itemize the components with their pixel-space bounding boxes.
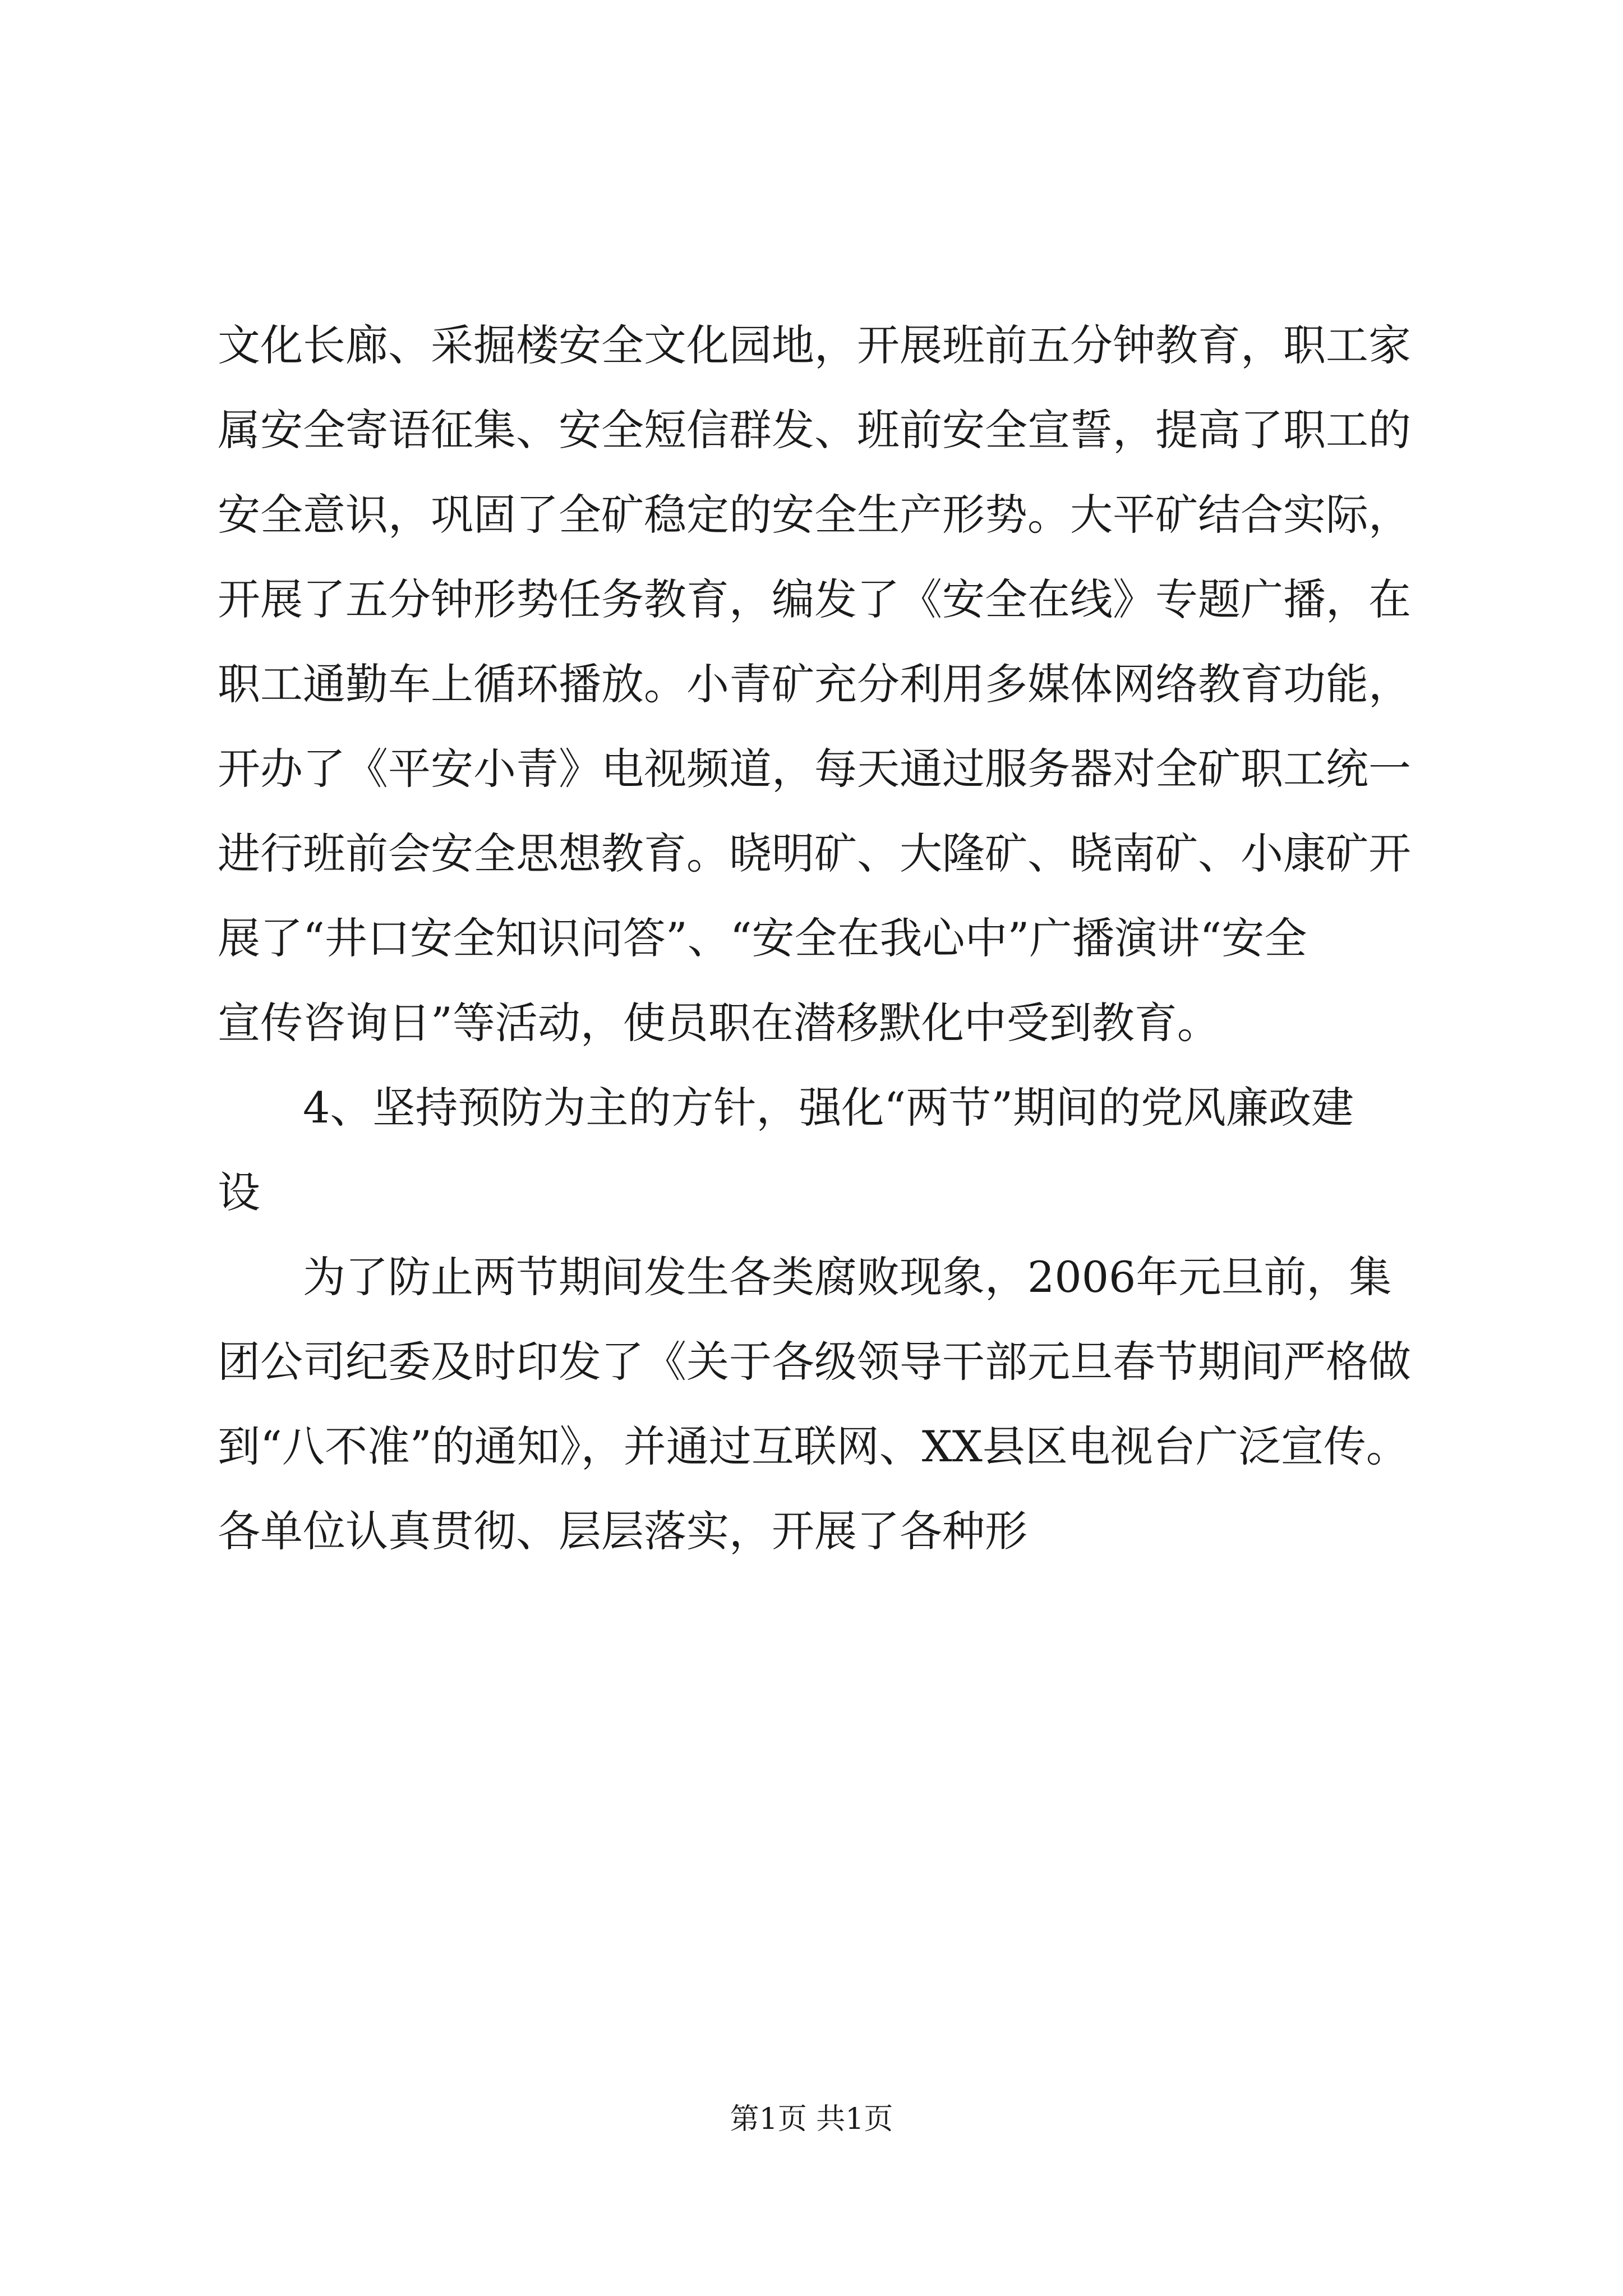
text-line: 开展了五分钟形势任务教育，编发了《安全在线》专题广播，在: [218, 574, 1411, 624]
text-line: 为了防止两节期间发生各类腐败现象，2006年元旦前，集: [303, 1252, 1392, 1302]
text-line: 到“八不准”的通知》，并通过互联网、XX县区电视台广泛宣传。: [218, 1421, 1409, 1471]
page-footer: 第1页 共1页: [730, 2102, 893, 2136]
text-line: 进行班前会安全思想教育。晓明矿、大隆矿、晓南矿、小康矿开: [218, 829, 1411, 878]
text-line: 展了“井口安全知识问答”、“安全在我心中”广播演讲“安全: [218, 913, 1307, 963]
text-line: 团公司纪委及时印发了《关于各级领导干部元旦春节期间严格做: [218, 1337, 1411, 1387]
section-heading-line: 4、坚持预防为主的方针，强化“两节”期间的党风廉政建: [303, 1083, 1354, 1133]
text-line: 开办了《平安小青》电视频道，每天通过服务器对全矿职工统一: [218, 744, 1411, 794]
text-line: 各单位认真贯彻、层层落实，开展了各种形: [218, 1506, 1027, 1556]
text-line: 职工通勤车上循环播放。小青矿充分利用多媒体网络教育功能，: [218, 659, 1411, 709]
text-line: 属安全寄语征集、安全短信群发、班前安全宣誓，提高了职工的: [218, 405, 1411, 455]
body-text: [218, 303, 1412, 1573]
text-line: 宣传咨询日”等活动，使员职在潜移默化中受到教育。: [218, 998, 1220, 1048]
section-heading-line: 设: [218, 1167, 260, 1217]
text-line: 安全意识，巩固了全矿稳定的安全生产形势。大平矿结合实际，: [218, 490, 1411, 540]
text-line: 文化长廊、采掘楼安全文化园地，开展班前五分钟教育，职工家: [218, 320, 1411, 370]
